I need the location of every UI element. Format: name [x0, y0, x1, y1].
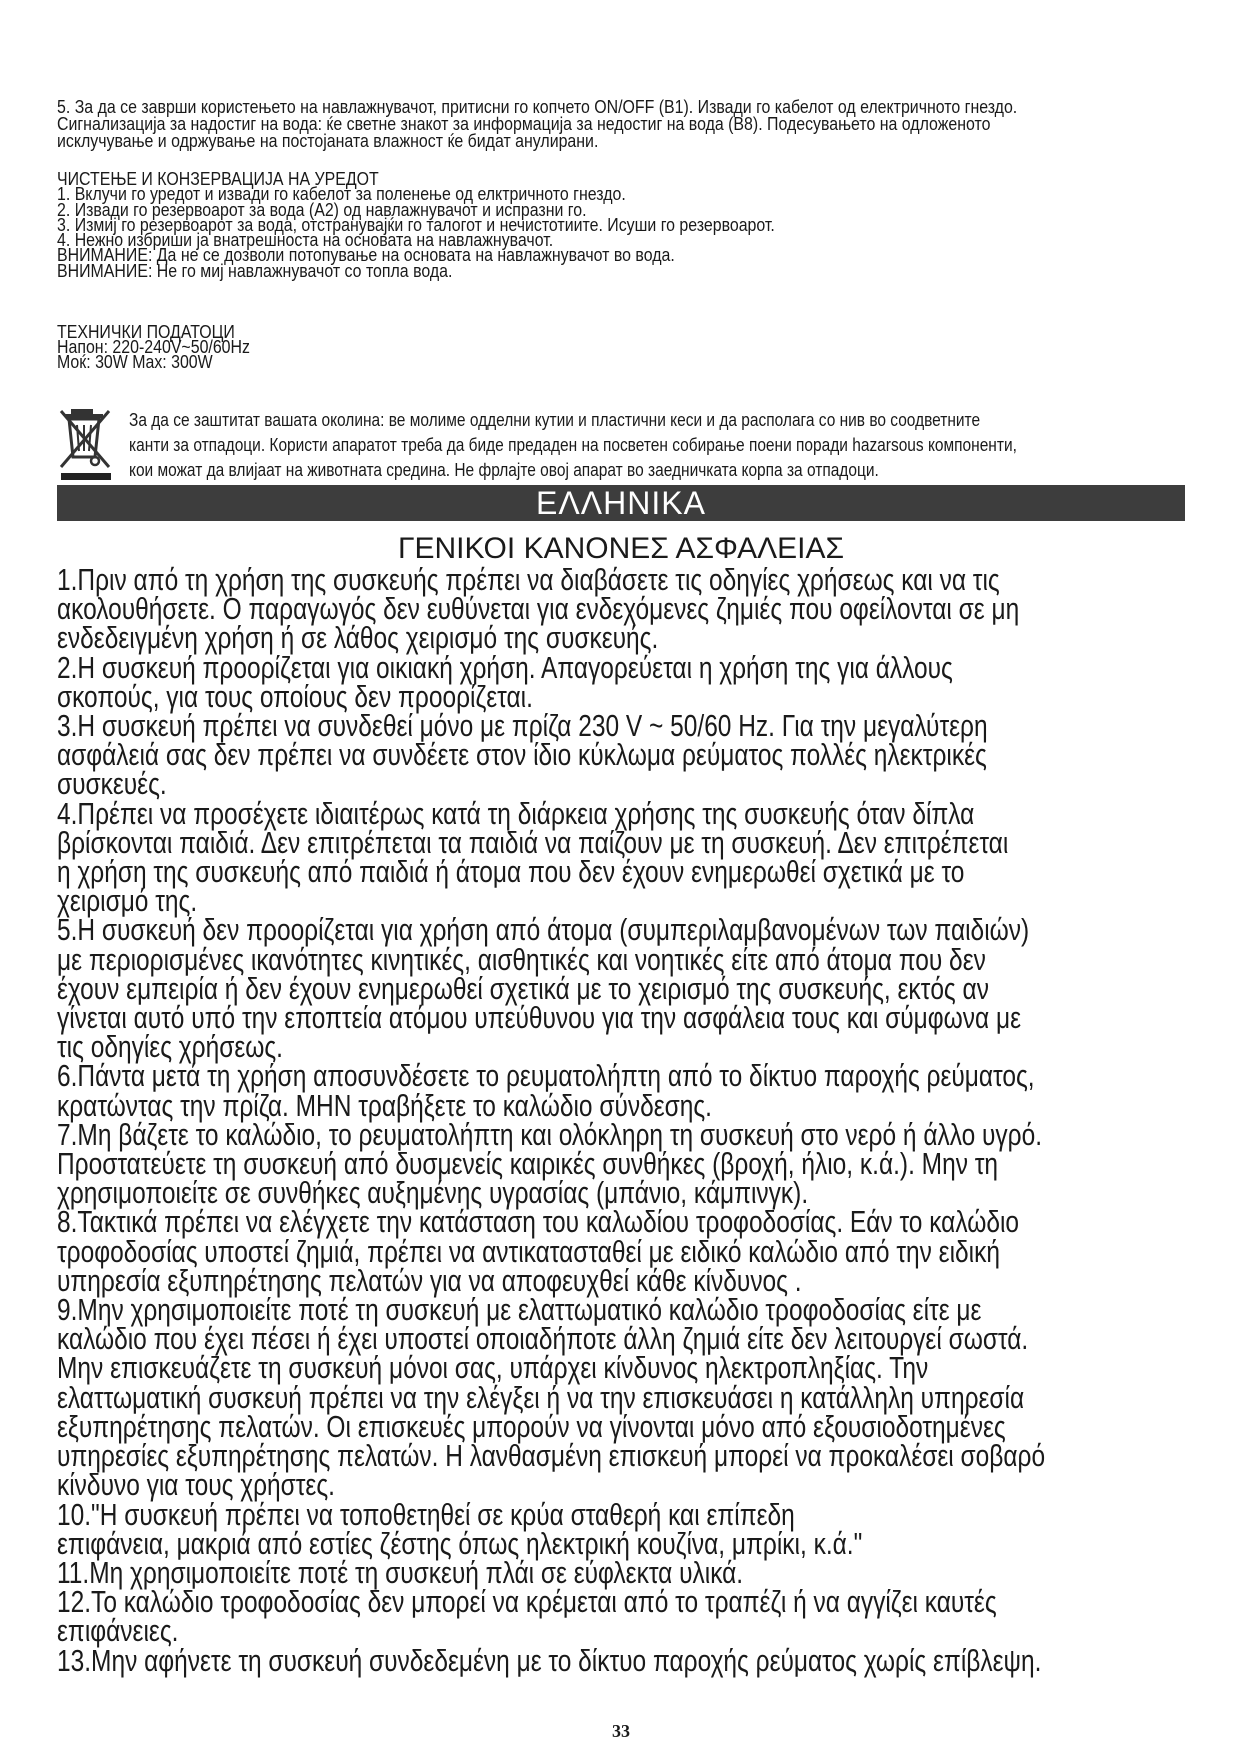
- section-title: ТЕХНИЧКИ ПОДАТОЦИ: [57, 321, 235, 342]
- text-line: 5.Η συσκευή δεν προορίζεται για χρήση από άτομα (συμπεριλαμβανομένων των παιδιών): [57, 912, 1030, 948]
- technical-data-section: [57, 321, 1185, 372]
- text-line: 1.Πριν από τη χρήση της συσκευής πρέπει να διαβάσετε τις οδηγίες χρήσεως και να τις: [57, 562, 1000, 597]
- text-line: 3. Измиј го резервоарот за вода, отстранувајќи го талогот и нечистотиите. Исуши го резервоарот.: [57, 213, 775, 235]
- text-line: 4.Πρέπει να προσέχετε ιδιαιτέρως κατά τη διάρκεια χρήσης της συσκευής όταν δίπλα: [57, 795, 975, 831]
- text-line: 8.Τακτικά πρέπει να ελέγχετε την κατάσταση του καλωδίου τροφοδοσίας. Εάν το καλώδιο: [57, 1204, 1020, 1240]
- text-line: η χρήση της συσκευής από παιδιά ή άτομα που δεν έχουν ενημερωθεί σχετικά με το: [57, 854, 965, 890]
- text-line: υπηρεσίες εξυπηρέτησης πελατών. Η λανθασμένη επισκευή μπορεί να προκαλέσει σοβαρό: [57, 1438, 1046, 1474]
- text-line: ВНИМАНИЕ: Не го миј навлажнувачот со топла вода.: [57, 259, 453, 281]
- text-line: τροφοδοσίας υποστεί ζημιά, πρέπει να αντικατασταθεί με ειδικό καλώδιο από την ειδική: [57, 1233, 1000, 1269]
- text-line: канти за отпадоци. Користи апаратот треба да биде предаден на посветен собирање поени поради hazarsous компоненти,: [129, 435, 1017, 455]
- text-line: 11.Μη χρησιμοποιείτε ποτέ τη συσκευή πλάι σε εύφλεκτα υλικά.: [57, 1554, 744, 1590]
- text-line: За да се заштитат вашата околина: ве молиме одделни кутии и пластични кеси и да располага со нив во соодветните: [129, 410, 981, 430]
- text-line: исклучување и одржување на постојаната влажност ќе бидат анулирани.: [57, 130, 599, 151]
- text-line: χειρισμό της.: [57, 883, 198, 919]
- text-line: συσκευές.: [57, 766, 167, 802]
- text-line: εξυπηρέτησης πελατών. Οι επισκευές μπορούν να γίνονται μόνο από εξουσιοδοτημένες: [57, 1408, 1006, 1444]
- text-line: υπηρεσία εξυπηρέτησης πελατών για να αποφευχθεί κάθε κίνδυνος .: [57, 1262, 802, 1298]
- cleaning-section: [57, 168, 1185, 281]
- text-line: χρησιμοποιείτε σε συνθήκες αυξημένης υγρασίας (μπάνιο, κάμπινγκ).: [57, 1175, 809, 1211]
- text-line: 5. За да се заврши користењето на навлажнувачот, притисни го копчето ON/OFF (B1). Извади го кабелот од електричното гнездо.: [57, 96, 1018, 117]
- text-line: Моќ: 30W Max: 300W: [57, 351, 213, 372]
- text-line: ελαττωματική συσκευή πρέπει να την ελέγξει ή να την επισκευάσει η κατάλληλη υπηρεσία: [57, 1379, 1025, 1415]
- text-line: γίνεται αυτό υπό την εποπτεία ατόμου υπεύθυνου για την ασφάλεια τους και σύμφωνα με: [57, 1000, 1021, 1036]
- text-line: 7.Μη βάζετε το καλώδιο, το ρευματολήπτη και ολόκληρη τη συσκευή στο νερό ή άλλο υγρό.: [57, 1116, 1043, 1152]
- section-title: ЧИСТЕЊЕ И КОНЗЕРВАЦИЈА НА УРЕДОТ: [57, 168, 379, 189]
- text-line: επιφάνεια, μακριά από εστίες ζέστης όπως ηλεκτρική κουζίνα, μπρίκι, κ.ά.": [57, 1525, 863, 1561]
- recycling-notice: [129, 408, 1185, 483]
- text-line: Μην επισκευάζετε τη συσκευή μόνοι σας, υπάρχει κίνδυνος ηλεκτροπληξίας. Την: [57, 1350, 929, 1386]
- text-line: 2.Η συσκευή προορίζεται για οικιακή χρήση. Απαγορεύεται η χρήση της για άλλους: [57, 649, 953, 685]
- text-line: ασφάλειά σας δεν πρέπει να συνδέετε στον ίδιο κύκλωμα ρεύματος πολλές ηλεκτρικές: [57, 737, 987, 773]
- safety-rules-heading: ΓΕΝΙΚΟΙ ΚΑΝΟΝΕΣ ΑΣΦΑΛΕΙΑΣ: [397, 532, 845, 565]
- text-line: 10."Η συσκευή πρέπει να τοποθετηθεί σε κρύα σταθερή και επίπεδη: [57, 1496, 795, 1532]
- text-line: 6.Πάντα μετά τη χρήση αποσυνδέσετε το ρευματολήπτη από το δίκτυο παροχής ρεύματος,: [57, 1058, 1035, 1094]
- text-line: 3.Η συσκευή πρέπει να συνδεθεί μόνο με πρίζα 230 V ~ 50/60 Hz. Για την μεγαλύτερη: [57, 708, 988, 744]
- text-line: καλώδιο που έχει πέσει ή έχει υποστεί οποιαδήποτε άλλη ζημιά είτε δεν λειτουργεί σωστά.: [57, 1321, 1029, 1357]
- text-line: 4. Нежно избриши ја внатрешноста на основата на навлажнувачот.: [57, 229, 554, 251]
- crossed-out-wheeled-bin-icon: [57, 405, 117, 481]
- text-line: 2. Извади го резервоарот за вода (A2) од навлажнувачот и испразни го.: [57, 198, 587, 220]
- text-line: σκοπούς, για τους οποίους δεν προορίζεται.: [57, 678, 533, 714]
- text-line: 13.Μην αφήνετε τη συσκευή συνδεδεμένη με το δίκτυο παροχής ρεύματος χωρίς επίβλεψη.: [57, 1642, 1042, 1678]
- text-line: ακολουθήσετε. Ο παραγωγός δεν ευθύνεται για ενδεχόμενες ζημιές που οφείλονται σε μη: [57, 591, 1020, 627]
- text-line: кои можат да влијаат на животната средина. Не фрлајте овој апарат во заедничката корпа за отпадоци.: [129, 460, 879, 480]
- text-line: Напон: 220-240V~50/60Hz: [57, 336, 250, 357]
- text-line: 9.Μην χρησιμοποιείτε ποτέ τη συσκευή με ελαττωματικό καλώδιο τροφοδοσίας είτε με: [57, 1292, 982, 1328]
- text-line: Сигнализација за надостиг на вода: ќе светне знакот за информација за недостиг на вода (B8). Подесувањето на одложеното: [57, 113, 991, 134]
- text-line: ВНИМАНИЕ: Да не се дозволи потопување на основата на навлажнувачот во вода.: [57, 244, 675, 266]
- text-line: με περιορισμένες ικανότητες κινητικές, αισθητικές και νοητικές είτε από άτομα που δεν: [57, 941, 986, 977]
- text-line: κρατώντας την πρίζα. ΜΗΝ τραβήξετε το καλώδιο σύνδεσης.: [57, 1087, 712, 1123]
- page-number: 33: [612, 1721, 630, 1741]
- text-line: τις οδηγίες χρήσεως.: [57, 1029, 283, 1065]
- language-banner: ΕΛΛΗΝΙΚΑ: [57, 485, 1185, 521]
- text-line: επιφάνειες.: [57, 1613, 179, 1649]
- text-line: έχουν εμπειρία ή δεν έχουν ενημερωθεί σχετικά με το χειρισμό της συσκευής, εκτός αν: [57, 970, 989, 1006]
- text-line: Προστατεύετε τη συσκευή από δυσμενείς καιρικές συνθήκες (βροχή, ήλιο, κ.ά.). Μην τη: [57, 1146, 999, 1182]
- text-line: 12.Το καλώδιο τροφοδοσίας δεν μπορεί να κρέμεται από το τραπέζι ή να αγγίζει καυτές: [57, 1584, 997, 1620]
- text-line: κίνδυνο για τους χρήστες.: [57, 1467, 335, 1503]
- step-5-paragraph: [57, 98, 1185, 149]
- text-line: ενδεδειγμένη χρήση ή σε λάθος χειρισμό της συσκευής.: [57, 620, 659, 656]
- greek-safety-rules: [57, 562, 1195, 1678]
- text-line: 1. Вклучи го уредот и извади го кабелот за поленење од елктричното гнездо.: [57, 183, 626, 205]
- text-line: βρίσκονται παιδιά. Δεν επιτρέπεται τα παιδιά να παίζουν με τη συσκευή. Δεν επιτρέπεται: [57, 824, 1009, 860]
